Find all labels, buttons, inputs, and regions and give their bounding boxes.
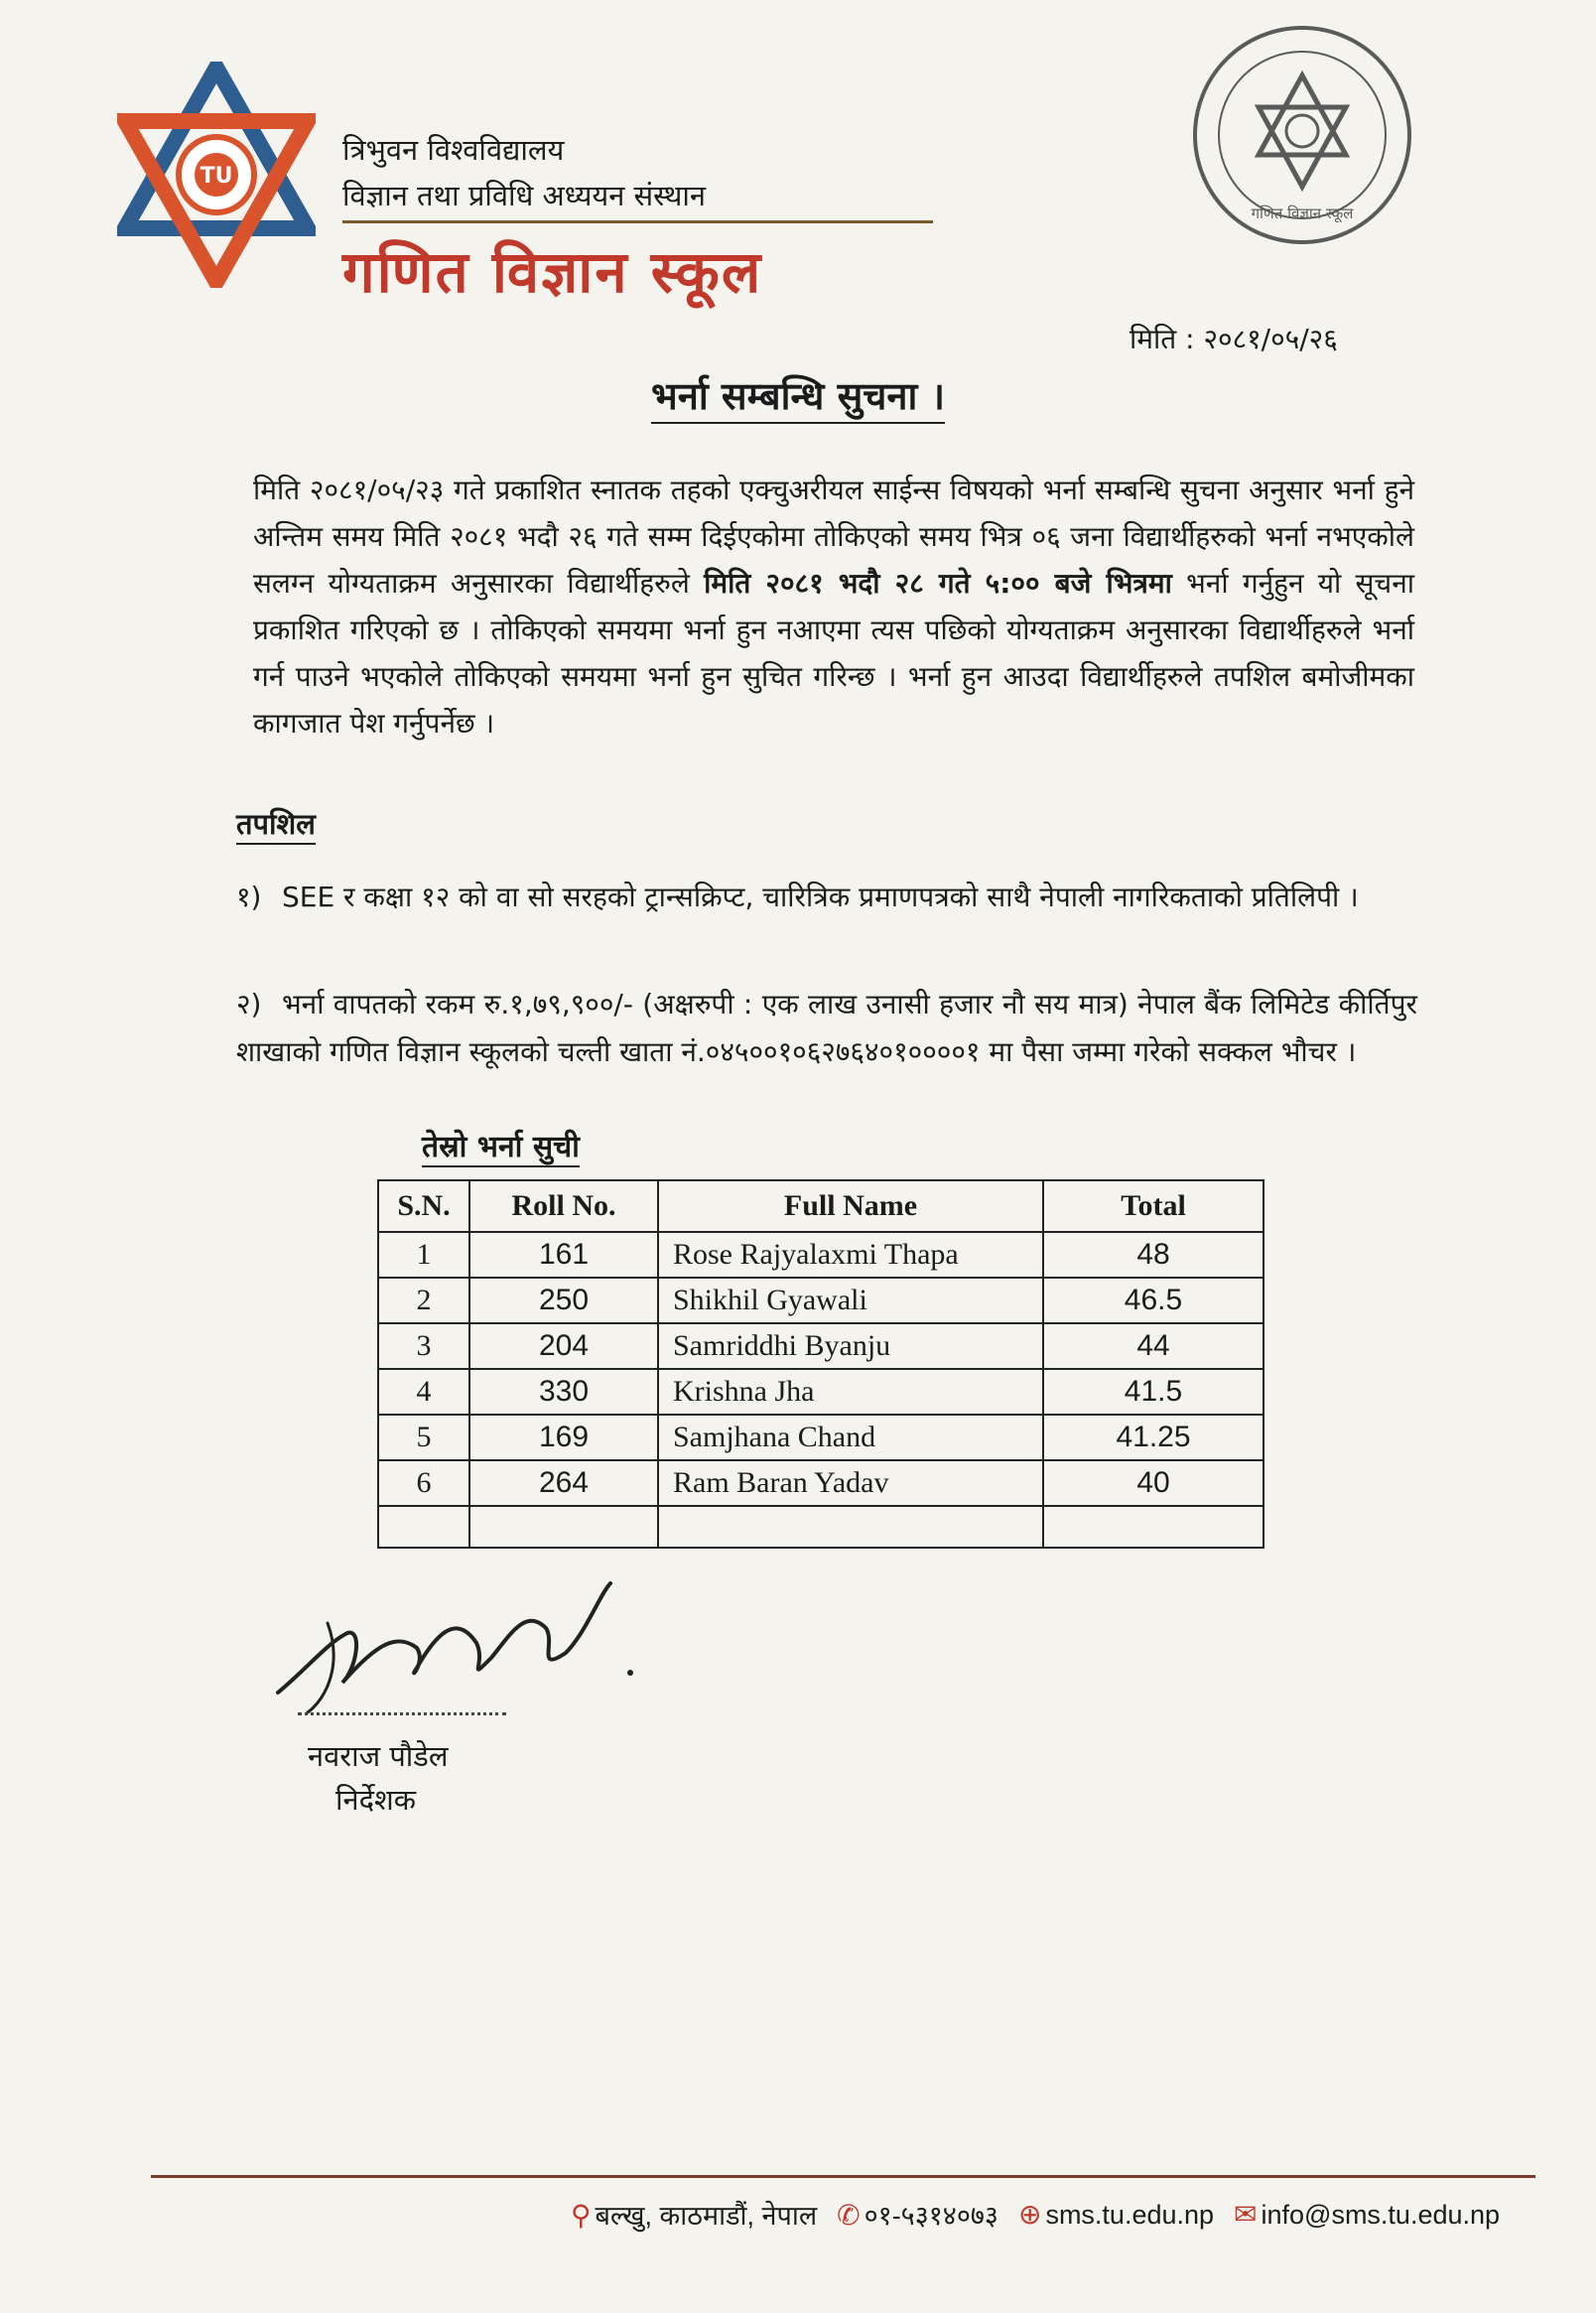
cell-name: Rose Rajyalaxmi Thapa [658, 1232, 1043, 1278]
header-sn: S.N. [378, 1180, 469, 1232]
cell-sn: 6 [378, 1460, 469, 1506]
cell-total: 48 [1043, 1232, 1264, 1278]
phone-icon: ✆ [837, 2200, 861, 2231]
signatory-role: निर्देशक [335, 1783, 416, 1817]
admission-list-title: तेस्रो भर्ना सुची [422, 1125, 580, 1167]
footer-website[interactable]: ⊕ sms.tu.edu.np [1017, 2199, 1215, 2230]
notice-date: मिति : २०८१/०५/२६ [1130, 323, 1338, 355]
table-row [378, 1323, 1264, 1369]
tapsil-heading: तपशिल [236, 804, 316, 845]
requirement-item [236, 874, 1417, 921]
item-text: SEE र कक्षा १२ को वा सो सरहको ट्रान्सक्रिप्ट, चारित्रिक प्रमाणपत्रको साथै नेपाली नागरिकताको प्रतिलिपी । [282, 881, 1359, 913]
cell-roll: 169 [469, 1415, 658, 1460]
notice-body [253, 467, 1414, 747]
table-row [378, 1369, 1264, 1415]
cell-roll: 161 [469, 1232, 658, 1278]
director-signature [268, 1573, 645, 1722]
table-blank-row [378, 1506, 1264, 1548]
cell-name: Ram Baran Yadav [658, 1460, 1043, 1506]
logo-text: TU [200, 164, 233, 189]
cell-roll: 204 [469, 1323, 658, 1369]
table-row [378, 1278, 1264, 1323]
mail-icon: ✉ [1234, 2199, 1258, 2230]
cell-name: Samriddhi Byanju [658, 1323, 1043, 1369]
official-stamp [1187, 20, 1417, 250]
footer-address: ⚲ बल्खु, काठमाडौं, नेपाल [571, 2200, 818, 2231]
admission-table [377, 1179, 1264, 1549]
footer-phone: ✆ ०१-५३१४०७३ [837, 2200, 998, 2231]
stamp-text: गणित विज्ञान स्कूल [1251, 204, 1354, 222]
cell-sn: 3 [378, 1323, 469, 1369]
header-name: Full Name [658, 1180, 1043, 1232]
cell-roll: 250 [469, 1278, 658, 1323]
notice-title-wrap [0, 369, 1596, 421]
item-text: भर्ना वापतको रकम रु.१,७९,९००/- (अक्षरुपी : एक लाख उनासी हजार नौ सय मात्र) नेपाल बैंक लिमिटेड कीर्तिपुर शाखाको गणित विज्ञान स्कूलको चल्ती खाता नं.०४५००१०६२७६४०१००००१ मा पैसा जम्मा गरेको सक्कल भौचर । [236, 988, 1417, 1068]
university-name: त्रिभुवन विश्वविद्यालय [342, 133, 565, 167]
cell-total: 44 [1043, 1323, 1264, 1369]
institute-name: विज्ञान तथा प्रविधि अध्ययन संस्थान [342, 179, 706, 212]
globe-icon: ⊕ [1017, 2199, 1042, 2230]
school-name: गणित विज्ञान स्कूल [342, 238, 763, 306]
cell-total: 41.5 [1043, 1369, 1264, 1415]
footer-contacts [571, 2196, 1500, 2233]
footer-rule [151, 2175, 1535, 2178]
cell-sn: 1 [378, 1232, 469, 1278]
cell-name: Shikhil Gyawali [658, 1278, 1043, 1323]
header-total: Total [1043, 1180, 1264, 1232]
body-part-1: मिति २०८१/०५/२३ गते प्रकाशित स्नातक तहको एक्चुअरीयल साईन्स विषयको भर्ना सम्बन्धि सुचना अनुसार भर्ना हुने अन्तिम समय मिति २०८१ भदौ २६ गते सम्म दिईएकोमा तोकिएको समय भित्र ०६ जना विद्यार्थीहरुको भर्ना नभएकोले सलग्न योग्यताक्रम अनुसारका विद्यार्थीहरुले [253, 474, 1414, 600]
cell-sn: 4 [378, 1369, 469, 1415]
header-rule [342, 220, 933, 223]
cell-sn: 5 [378, 1415, 469, 1460]
institution-names [342, 127, 706, 218]
header-roll: Roll No. [469, 1180, 658, 1232]
footer-email[interactable]: ✉ info@sms.tu.edu.np [1234, 2199, 1501, 2230]
cell-sn: 2 [378, 1278, 469, 1323]
cell-roll: 264 [469, 1460, 658, 1506]
body-part-2: भर्ना गर्नुहुन यो सूचना प्रकाशित गरिएको छ । तोकिएको समयमा भर्ना हुन नआएमा त्यस पछिको योग्यताक्रम अनुसारका विद्यार्थीहरुले भर्ना गर्न पाउने भएकोले तोकिएको समयमा भर्ना हुन सुचित गरिन्छ । भर्ना हुन आउदा विद्यार्थीहरुले तपशिल बमोजीमका कागजात पेश गर्नुपर्नेछ । [253, 567, 1415, 740]
tu-logo [117, 62, 316, 288]
requirement-item [236, 981, 1417, 1076]
cell-total: 46.5 [1043, 1278, 1264, 1323]
table-header-row [378, 1180, 1264, 1232]
cell-roll: 330 [469, 1369, 658, 1415]
signature-line [298, 1712, 506, 1715]
item-number: १) [236, 881, 262, 913]
location-pin-icon: ⚲ [571, 2200, 592, 2231]
table-row [378, 1232, 1264, 1278]
signatory-name: नवराज पौडेल [308, 1739, 449, 1773]
cell-total: 40 [1043, 1460, 1264, 1506]
notice-title: भर्ना सम्बन्धि सुचना । [651, 374, 945, 424]
cell-name: Samjhana Chand [658, 1415, 1043, 1460]
cell-name: Krishna Jha [658, 1369, 1043, 1415]
body-deadline: मिति २०८१ भदौ २८ गते ५:०० बजे भित्रमा [704, 567, 1172, 600]
table-row [378, 1415, 1264, 1460]
table-row [378, 1460, 1264, 1506]
cell-total: 41.25 [1043, 1415, 1264, 1460]
item-number: २) [236, 988, 262, 1020]
